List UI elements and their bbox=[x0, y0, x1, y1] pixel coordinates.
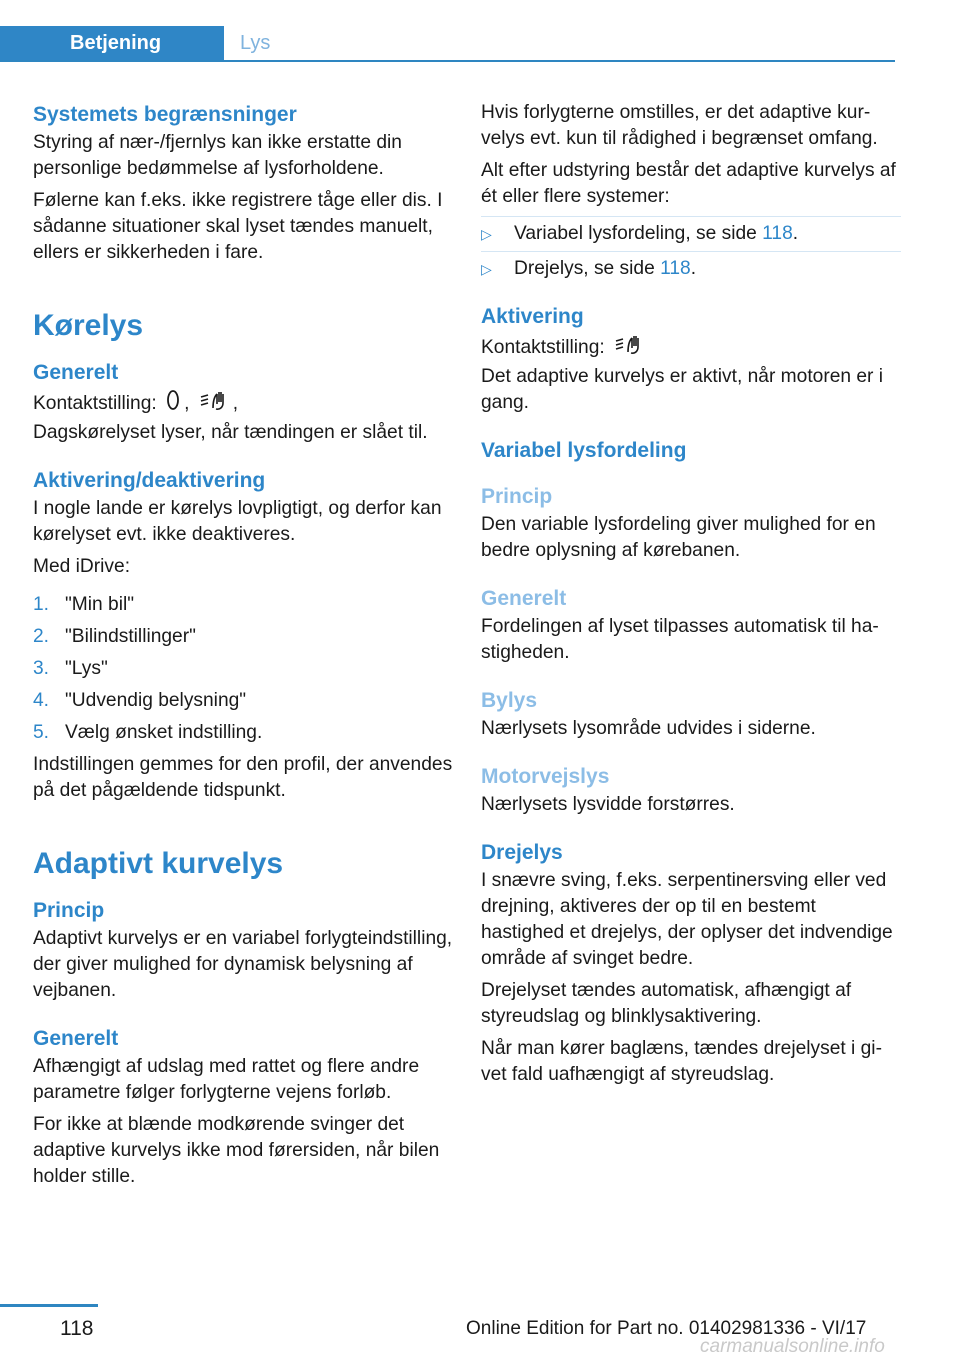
paragraph: I snævre sving, f.eks. serpentinersving eller ved drejning, aktiveres der op til en bestemt hastighed et drejelys, der oplyser det indvendige område af svinget bedre. bbox=[481, 870, 893, 969]
paragraph: Nærlysets lysvidde forstørres. bbox=[481, 794, 735, 815]
heading-variabel-lysfordeling: Variabel lysfordeling bbox=[481, 439, 687, 462]
engine-start-icon bbox=[614, 332, 644, 364]
idrive-steps bbox=[33, 592, 453, 752]
paragraph: Hvis forlygterne omstilles, er det adaptive kurvelys evt. kun til rådighed i begrænset omfang. bbox=[481, 102, 878, 149]
paragraph: Styring af nær-/fjernlys kan ikke erstatte din personlige bedømmelse af lysforholdene. bbox=[33, 132, 402, 179]
left-column bbox=[33, 100, 453, 1190]
list-item: 4. "Udvendig belysning" bbox=[33, 690, 247, 711]
section-title-korelys: Kørelys bbox=[33, 309, 144, 342]
heading-generelt: Generelt bbox=[481, 587, 567, 610]
page-number: 118 bbox=[60, 1317, 94, 1340]
ignition-icon bbox=[166, 389, 180, 419]
heading-aktivering: Aktivering bbox=[481, 305, 584, 328]
paragraph: I nogle lande er kørelys lovpligtigt, og derfor kan kørelyset evt. ikke deaktiveres. bbox=[33, 498, 442, 545]
heading-drejelys: Drejelys bbox=[481, 841, 563, 864]
paragraph: Dagskørelyset lyser, når tændingen er slået til. bbox=[33, 422, 428, 443]
list-item: 2. "Bilindstillinger" bbox=[33, 626, 196, 647]
list-item: 1. "Min bil" bbox=[33, 594, 135, 615]
paragraph: Adaptivt kurvelys er en variabel forlygteindstilling, der giver mulighed for dynamisk belysning af vejbanen. bbox=[33, 928, 453, 1001]
heading-generelt: Generelt bbox=[33, 361, 119, 384]
paragraph: Fordelingen af lyset tilpasses automatisk til hastigheden. bbox=[481, 616, 879, 663]
paragraph: Med iDrive: bbox=[33, 556, 131, 577]
kontakt-label: Kontaktstilling: bbox=[481, 337, 605, 359]
paragraph: Indstillingen gemmes for den profil, der anvendes på det pågældende tidspunkt. bbox=[33, 754, 453, 801]
paragraph: Når man kører baglæns, tændes drejelyset i givet fald uafhængigt af styreudslag. bbox=[481, 1038, 882, 1085]
page-link[interactable]: 118 bbox=[660, 258, 691, 279]
page-header bbox=[0, 0, 960, 62]
edition-note: Online Edition for Part no. 01402981336 - VI/17 bbox=[466, 1318, 867, 1339]
paragraph: Den variable lysfordeling giver mulighed for en bedre oplysning af kørebanen. bbox=[481, 514, 876, 561]
heading-princip: Princip bbox=[481, 485, 553, 508]
tab-lys[interactable]: Lys bbox=[240, 32, 271, 54]
systems-list bbox=[481, 216, 901, 286]
paragraph: Det adaptive kurvelys er aktivt, når motoren er i gang. bbox=[481, 366, 884, 413]
paragraph: For ikke at blænde modkørende svinger det adaptive kurvelys ikke mod førersiden, når bilen holder stille. bbox=[33, 1114, 440, 1187]
heading-systemets-begraensninger: Systemets begrænsninger bbox=[33, 103, 297, 126]
page-link[interactable]: 118 bbox=[762, 223, 793, 244]
kontaktstilling-line: Kontaktstilling: , , bbox=[33, 388, 453, 420]
paragraph: Drejelyset tændes automatisk, afhængigt af styreudslag og blinklysaktivering. bbox=[481, 980, 852, 1027]
footer-rule bbox=[0, 1304, 98, 1307]
list-item: ▷ Drejelys, se side 118. bbox=[481, 251, 901, 286]
paragraph: Alt efter udstyring består det adaptive kurvelys af ét eller flere systemer: bbox=[481, 160, 896, 207]
list-item: ▷ Variabel lysfordeling, se side 118. bbox=[481, 216, 901, 251]
kontaktstilling-line bbox=[481, 332, 901, 364]
triangle-bullet-icon: ▷ bbox=[481, 261, 492, 277]
right-column bbox=[481, 100, 901, 1088]
paragraph: Afhængigt af udslag med rattet og flere andre parametre følger forlygterne vejens forløb. bbox=[33, 1056, 420, 1103]
paragraph: Følerne kan f.eks. ikke registrere tåge eller dis. I sådanne situationer skal lyset tændes manuelt, ellers er sikkerheden i fare. bbox=[33, 190, 443, 263]
heading-bylys: Bylys bbox=[481, 689, 538, 712]
heading-aktivering-deaktivering: Aktivering/deaktivering bbox=[33, 469, 266, 492]
list-item: 5. Vælg ønsket indstilling. bbox=[33, 722, 263, 743]
heading-motorvejslys: Motorvejslys bbox=[481, 765, 610, 788]
section-title-adaptivt-kurvelys: Adaptivt kurvelys bbox=[33, 847, 284, 880]
watermark: carmanualsonline.info bbox=[700, 1336, 885, 1357]
triangle-bullet-icon: ▷ bbox=[481, 226, 492, 242]
header-rule bbox=[0, 60, 895, 62]
heading-princip: Princip bbox=[33, 899, 105, 922]
paragraph: Nærlysets lysområde udvides i siderne. bbox=[481, 718, 816, 739]
kontakt-label: Kontaktstilling: bbox=[33, 393, 157, 415]
list-item: 3. "Lys" bbox=[33, 658, 108, 679]
engine-start-icon bbox=[199, 388, 229, 420]
heading-generelt: Generelt bbox=[33, 1027, 119, 1050]
tab-betjening[interactable]: Betjening bbox=[0, 26, 224, 60]
